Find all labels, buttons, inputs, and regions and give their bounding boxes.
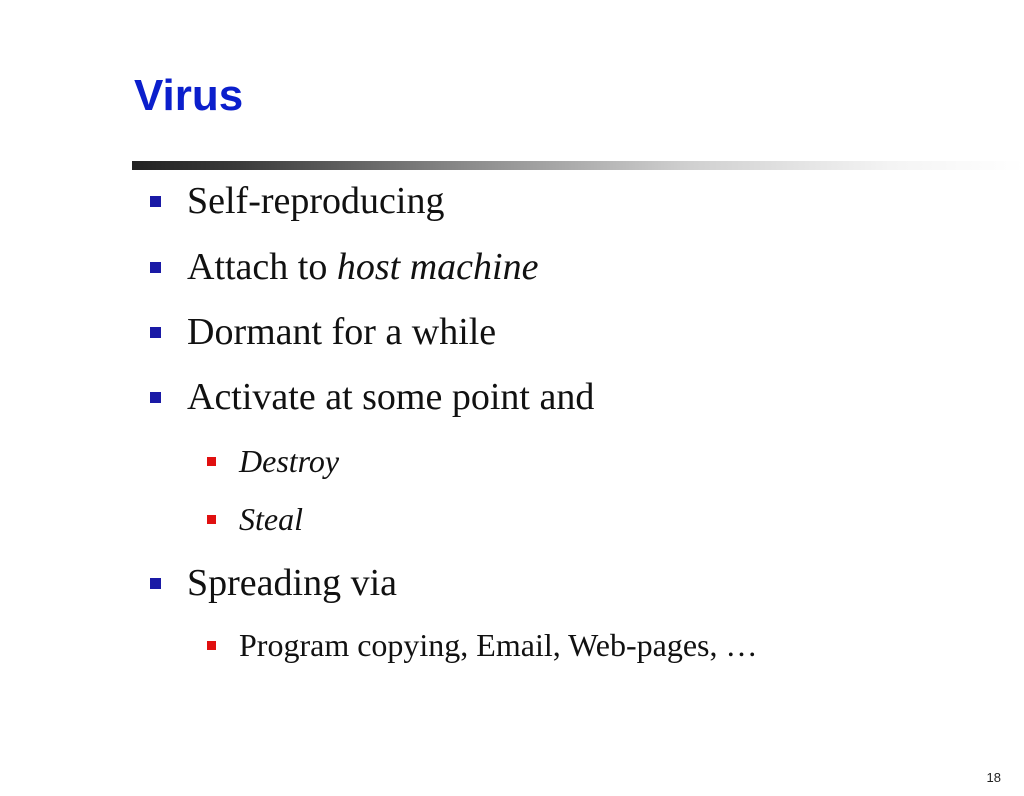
sub-bullet-text: Destroy <box>239 443 340 479</box>
bullet-square-icon <box>150 196 161 207</box>
bullet-square-icon <box>150 392 161 403</box>
sub-bullet-destroy <box>207 442 339 480</box>
sub-bullet-program-copying <box>207 626 758 664</box>
bullet-text: Spreading via <box>187 562 398 604</box>
slide-title: Virus <box>134 71 244 120</box>
bullet-square-icon <box>150 578 161 589</box>
sub-bullet-square-icon <box>207 457 216 466</box>
bullet-square-icon <box>150 327 161 338</box>
title-divider <box>132 161 1024 170</box>
sub-bullet-text: Program copying, Email, Web-pages, … <box>239 627 758 663</box>
bullet-spreading <box>150 561 397 605</box>
bullet-dormant <box>150 310 496 354</box>
bullet-self-reproducing <box>150 179 444 223</box>
sub-bullet-text: Steal <box>239 501 303 537</box>
page-number: 18 <box>986 770 1001 785</box>
bullet-attach-to-host <box>150 245 538 289</box>
bullet-square-icon <box>150 262 161 273</box>
bullet-text: Attach to <box>187 246 337 288</box>
bullet-emphasis: host machine <box>336 246 539 288</box>
bullet-activate <box>150 375 594 419</box>
bullet-text: Dormant for a while <box>187 311 497 353</box>
bullet-text: Activate at some point and <box>187 376 595 418</box>
sub-bullet-steal <box>207 500 303 538</box>
sub-bullet-square-icon <box>207 515 216 524</box>
bullet-text: Self-reproducing <box>187 180 445 222</box>
sub-bullet-square-icon <box>207 641 216 650</box>
